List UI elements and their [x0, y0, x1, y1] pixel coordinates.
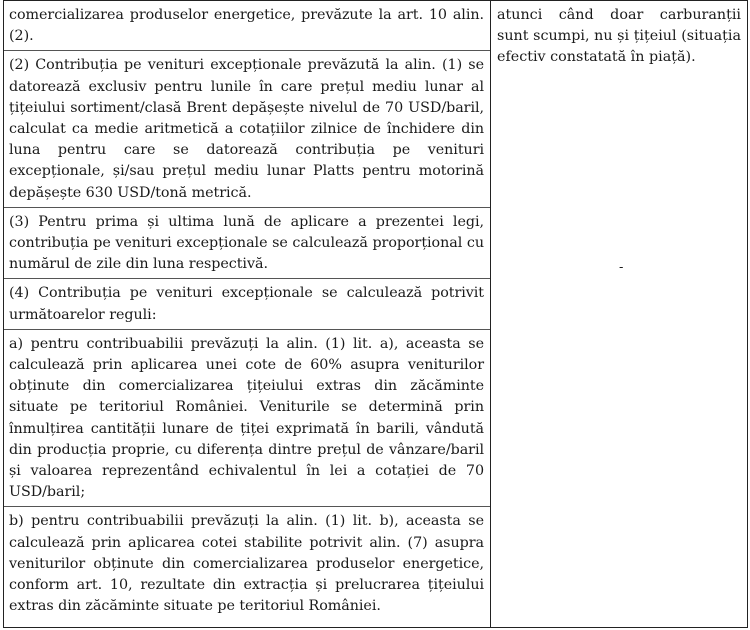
law-text-column — [4, 1, 491, 628]
paragraph-2: (2) Contribuția pe venituri excepționale prevăzută la alin. (1) se datorează exclusiv pentru lunile în care prețul mediu lunar al țițeiului sortiment/clasă Brent depășește nivelul de 70 USD/baril, calculat ca medie aritmetică a cotațiilor zilnice de închidere din luna pentru care se datorează contribuția pe venituri excepționale, și/sau prețul mediu lunar Platts pentru motorină depășește 630 USD/tonă metrică. — [4, 50, 490, 206]
paragraph-4-b: b) pentru contribuabilii prevăzuți la alin. (1) lit. b), aceasta se calculează prin aplicarea cotei stabilite potrivit alin. (7) asupra veniturilor obținute din comercializarea produselor energetice, conform art. 10, rezultate din extracția și prelucrarea țițeiului extras din zăcăminte situate pe teritoriul României. — [4, 506, 490, 620]
comments-column — [491, 1, 748, 628]
paragraph-4: (4) Contribuția pe venituri excepționale se calculează potrivit următoarelor reguli: — [4, 278, 490, 328]
table-row — [4, 1, 748, 628]
paragraph-3: (3) Pentru prima și ultima lună de aplicare a prezentei legi, contribuția pe venituri excepționale se calculează proporțional cu numărul de zile din luna respectivă. — [4, 207, 490, 279]
paragraph-4-a: a) pentru contribuabilii prevăzuți la alin. (1) lit. a), aceasta se calculează prin aplicarea unei cote de 60% asupra veniturilor obținute din comercializarea țițeiului extras din zăcăminte situate pe teritoriul României. Veniturile se determină prin înmulțirea cantității lunare de țiței exprimată în barili, vândută din producția proprie, cu diferența dintre prețul de vânzare/baril și valoarea reprezentând echivalentul în lei a cotației de 70 USD/baril; — [4, 329, 490, 507]
empty-cell-dash: - — [619, 260, 624, 275]
comment-text: atunci când doar carburanții sunt scumpi, nu și țițeiul (situația efectiv constatată în piață). — [497, 7, 741, 66]
paragraph-continuation: comercializarea produselor energetice, prevăzute la art. 10 alin. (2). — [9, 7, 484, 45]
legal-comparison-table — [3, 0, 748, 628]
